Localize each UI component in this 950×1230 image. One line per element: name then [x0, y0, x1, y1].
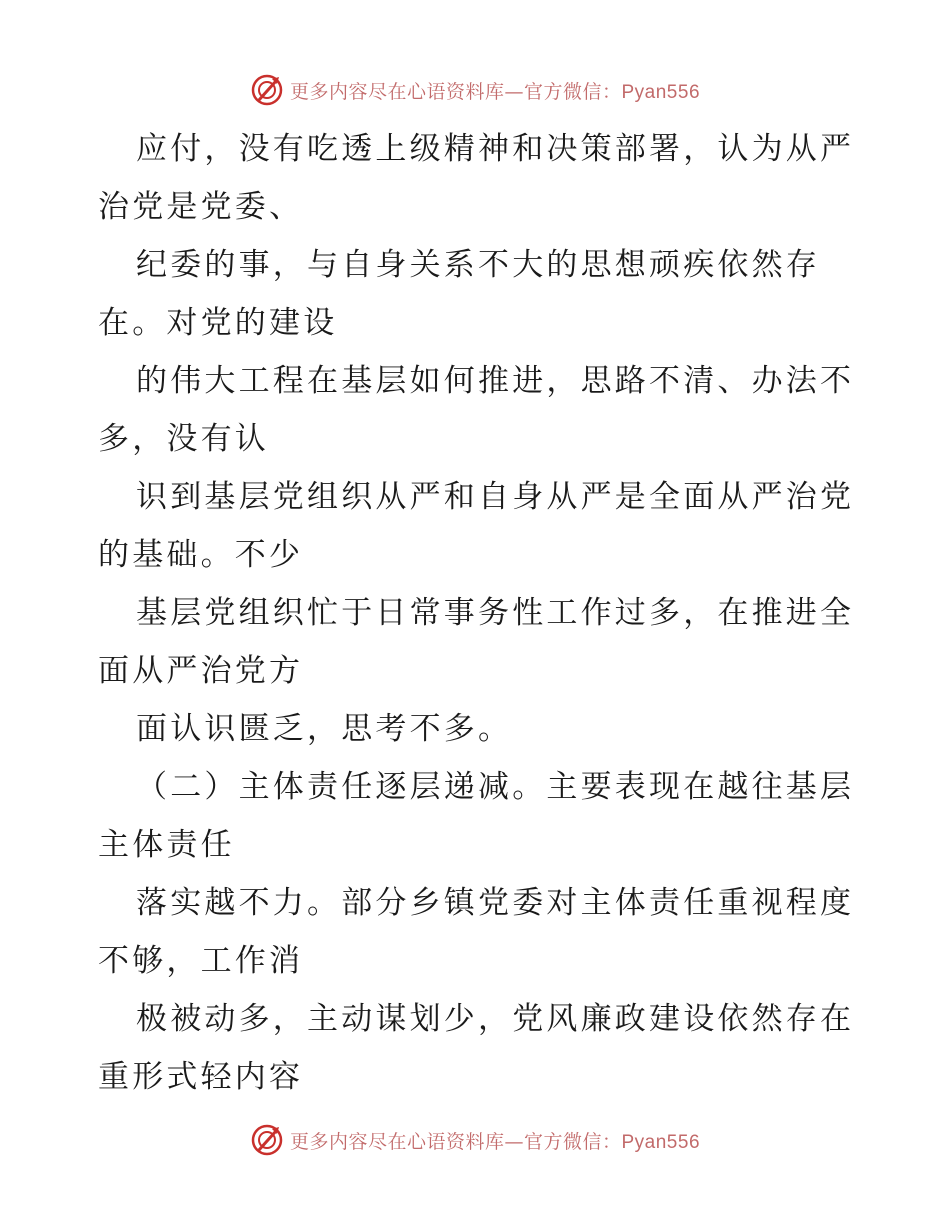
footer-wechat-handle: Pyan556 [621, 1131, 701, 1153]
text-line: 基层党组织忙于日常事务性工作过多，在推进全 [136, 595, 855, 631]
footer-banner-text: 更多内容尽在心语资料库—官方微信：Pyan556 [289, 1130, 701, 1153]
seal-logo-icon [250, 1123, 284, 1157]
document-body [98, 120, 858, 1106]
text-line: 的基础。不少 [98, 537, 304, 573]
text-line: 在。对党的建设 [98, 305, 338, 341]
text-line: 重形式轻内容 [98, 1059, 304, 1095]
header-wechat-handle: Pyan556 [621, 81, 701, 103]
footer-banner [0, 1120, 950, 1160]
text-line: 主体责任 [98, 827, 235, 863]
text-line: 极被动多，主动谋划少，党风廉政建设依然存在 [136, 1001, 855, 1037]
text-line: 纪委的事，与自身关系不大的思想顽疾依然存 [136, 247, 820, 283]
text-line: 多，没有认 [98, 421, 269, 457]
text-line: 落实越不力。部分乡镇党委对主体责任重视程度 [136, 885, 855, 921]
header-banner [0, 70, 950, 110]
text-line: 治党是党委、 [98, 189, 304, 225]
text-line: 识到基层党组织从严和自身从严是全面从严治党 [136, 479, 855, 515]
text-line: 面认识匮乏，思考不多。 [136, 711, 513, 747]
seal-logo-icon [250, 73, 284, 107]
text-line: 应付，没有吃透上级精神和决策部署，认为从严 [136, 131, 855, 167]
header-banner-text: 更多内容尽在心语资料库—官方微信：Pyan556 [289, 80, 701, 103]
text-line: （二）主体责任逐层递减。主要表现在越往基层 [136, 769, 855, 805]
text-line: 不够，工作消 [98, 943, 304, 979]
text-line: 面从严治党方 [98, 653, 304, 689]
text-line: 的伟大工程在基层如何推进，思路不清、办法不 [136, 363, 855, 399]
